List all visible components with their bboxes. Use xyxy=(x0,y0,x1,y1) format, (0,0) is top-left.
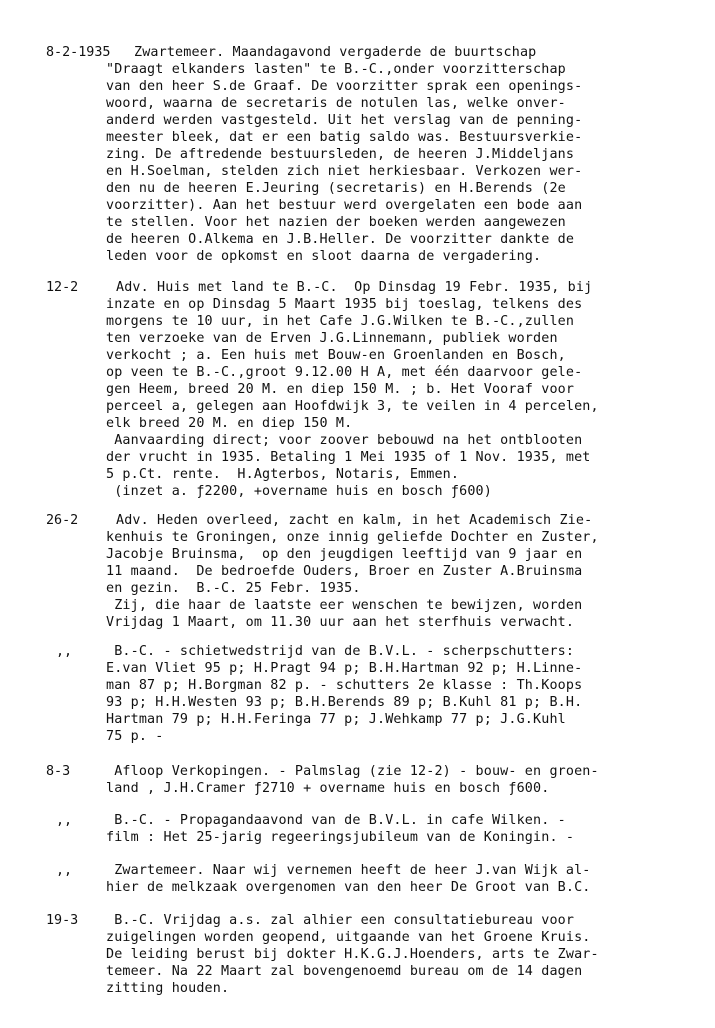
entry-line: De leiding berust bij dokter H.K.G.J.Hoenders, arts te Zwar- xyxy=(106,947,599,962)
entry-line: verkocht ; a. Een huis met Bouw-en Groenlanden en Bosch, xyxy=(106,348,566,363)
entry-line: Zij, die haar de laatste eer wenschen te bewijzen, worden xyxy=(106,598,583,613)
entry-line: gen Heem, breed 20 M. en diep 150 M. ; b. Het Vooraf voor xyxy=(106,382,575,397)
entry-line: Zwartemeer. Maandagavond vergaderde de buurtschap xyxy=(134,45,537,60)
entry-line: "Draagt elkanders lasten" te B.-C.,onder voorzitterschap xyxy=(106,62,566,77)
entry-line: Hartman 79 p; H.H.Feringa 77 p; J.Wehkamp 77 p; J.G.Kuhl xyxy=(106,712,566,727)
entry-date: 26-2 xyxy=(46,513,79,528)
entry-line: zing. De aftredende bestuursleden, de heeren J.Middeljans xyxy=(106,147,575,162)
entry-line: Vrijdag 1 Maart, om 11.30 uur aan het sterfhuis verwacht. xyxy=(106,615,575,630)
entry-line: (inzet a. ƒ2200, +overname huis en bosch ƒ600) xyxy=(106,484,492,499)
entry-line: B.-C. - Propagandaavond van de B.V.L. in cafe Wilken. - xyxy=(106,813,566,828)
entry-line: temeer. Na 22 Maart zal bovengenoemd bureau om de 14 dagen xyxy=(106,964,583,979)
entry-line: te stellen. Voor het nazien der boeken werden aangewezen xyxy=(106,215,566,230)
entry-line: voorzitter). Aan het bestuur werd overgelaten een bode aan xyxy=(106,198,583,213)
entry-line: Jacobje Bruinsma, op den jeugdigen leeftijd van 9 jaar en xyxy=(106,547,583,562)
entry-line: man 87 p; H.Borgman 82 p. - schutters 2e klasse : Th.Koops xyxy=(106,678,583,693)
entry-line: 93 p; H.H.Westen 93 p; B.H.Berends 89 p; B.Kuhl 81 p; B.H. xyxy=(106,695,583,710)
entry-line: en gezin. B.-C. 25 Febr. 1935. xyxy=(106,581,361,596)
entry-line: 75 p. - xyxy=(106,729,164,744)
entry-line: inzate en op Dinsdag 5 Maart 1935 bij toeslag, telkens des xyxy=(106,297,583,312)
entry-line: morgens te 10 uur, in het Cafe J.G.Wilken te B.-C.,zullen xyxy=(106,314,575,329)
entry-line: Afloop Verkopingen. - Palmslag (zie 12-2) - bouw- en groen- xyxy=(106,764,599,779)
entry-line: anderd werden vastgesteld. Uit het verslag van de penning- xyxy=(106,113,583,128)
entry-line: elk breed 20 M. en diep 150 M. xyxy=(106,416,353,431)
entry-line: land , J.H.Cramer ƒ2710 + overname huis en bosch ƒ600. xyxy=(106,781,550,796)
entry-line: Adv. Heden overleed, zacht en kalm, in het Academisch Zie- xyxy=(116,513,593,528)
entry-line: woord, waarna de secretaris de notulen las, welke onver- xyxy=(106,96,566,111)
entry-line: Zwartemeer. Naar wij vernemen heeft de heer J.van Wijk al- xyxy=(106,863,591,878)
entry-line: Adv. Huis met land te B.-C. Op Dinsdag 19 Febr. 1935, bij xyxy=(116,280,593,295)
entry-date: 8-2-1935 xyxy=(46,45,111,60)
entry-line: meester bleek, dat er een batig saldo was. Bestuursverkie- xyxy=(106,130,583,145)
entry-line: 5 p.Ct. rente. H.Agterbos, Notaris, Emmen. xyxy=(106,467,460,482)
entry-line: de heeren O.Alkema en J.B.Heller. De voorzitter dankte de xyxy=(106,232,575,247)
entry-line: zitting houden. xyxy=(106,981,230,996)
entry-line: perceel a, gelegen aan Hoofdwijk 3, te veilen in 4 percelen, xyxy=(106,399,599,414)
entry-date: ,, xyxy=(56,863,73,878)
entry-line: E.van Vliet 95 p; H.Pragt 94 p; B.H.Hartman 92 p; H.Linne- xyxy=(106,661,583,676)
entry-line: B.-C. - schietwedstrijd van de B.V.L. - scherpschutters: xyxy=(106,644,575,659)
entry-date: 8-3 xyxy=(46,764,71,779)
entry-line: van den heer S.de Graaf. De voorzitter sprak een openings- xyxy=(106,79,583,94)
entry-line: Aanvaarding direct; voor zoover bebouwd na het ontblooten xyxy=(106,433,583,448)
entry-line: op veen te B.-C.,groot 9.12.00 H A, met één daarvoor gele- xyxy=(106,365,583,380)
entry-line: en H.Soelman, stelden zich niet herkiesbaar. Verkozen wer- xyxy=(106,164,583,179)
entry-line: den nu de heeren E.Jeuring (secretaris) en H.Berends (2e xyxy=(106,181,566,196)
entry-line: ten verzoeke van de Erven J.G.Linnemann, publiek worden xyxy=(106,331,558,346)
entry-line: 11 maand. De bedroefde Ouders, Broer en Zuster A.Bruinsma xyxy=(106,564,583,579)
entry-line: leden voor de opkomst en sloot daarna de vergadering. xyxy=(106,249,542,264)
entry-line: hier de melkzaak overgenomen van den heer De Groot van B.C. xyxy=(106,880,591,895)
entry-date: 12-2 xyxy=(46,280,79,295)
entry-date: ,, xyxy=(56,644,73,659)
entry-line: film : Het 25-jarig regeeringsjubileum van de Koningin. - xyxy=(106,830,575,845)
entry-line: zuigelingen worden geopend, uitgaande van het Groene Kruis. xyxy=(106,930,591,945)
entry-date: 19-3 xyxy=(46,913,79,928)
entry-date: ,, xyxy=(56,813,73,828)
entry-line: kenhuis te Groningen, onze innig geliefde Dochter en Zuster, xyxy=(106,530,599,545)
entry-line: der vrucht in 1935. Betaling 1 Mei 1935 of 1 Nov. 1935, met xyxy=(106,450,591,465)
entry-line: B.-C. Vrijdag a.s. zal alhier een consultatiebureau voor xyxy=(106,913,575,928)
